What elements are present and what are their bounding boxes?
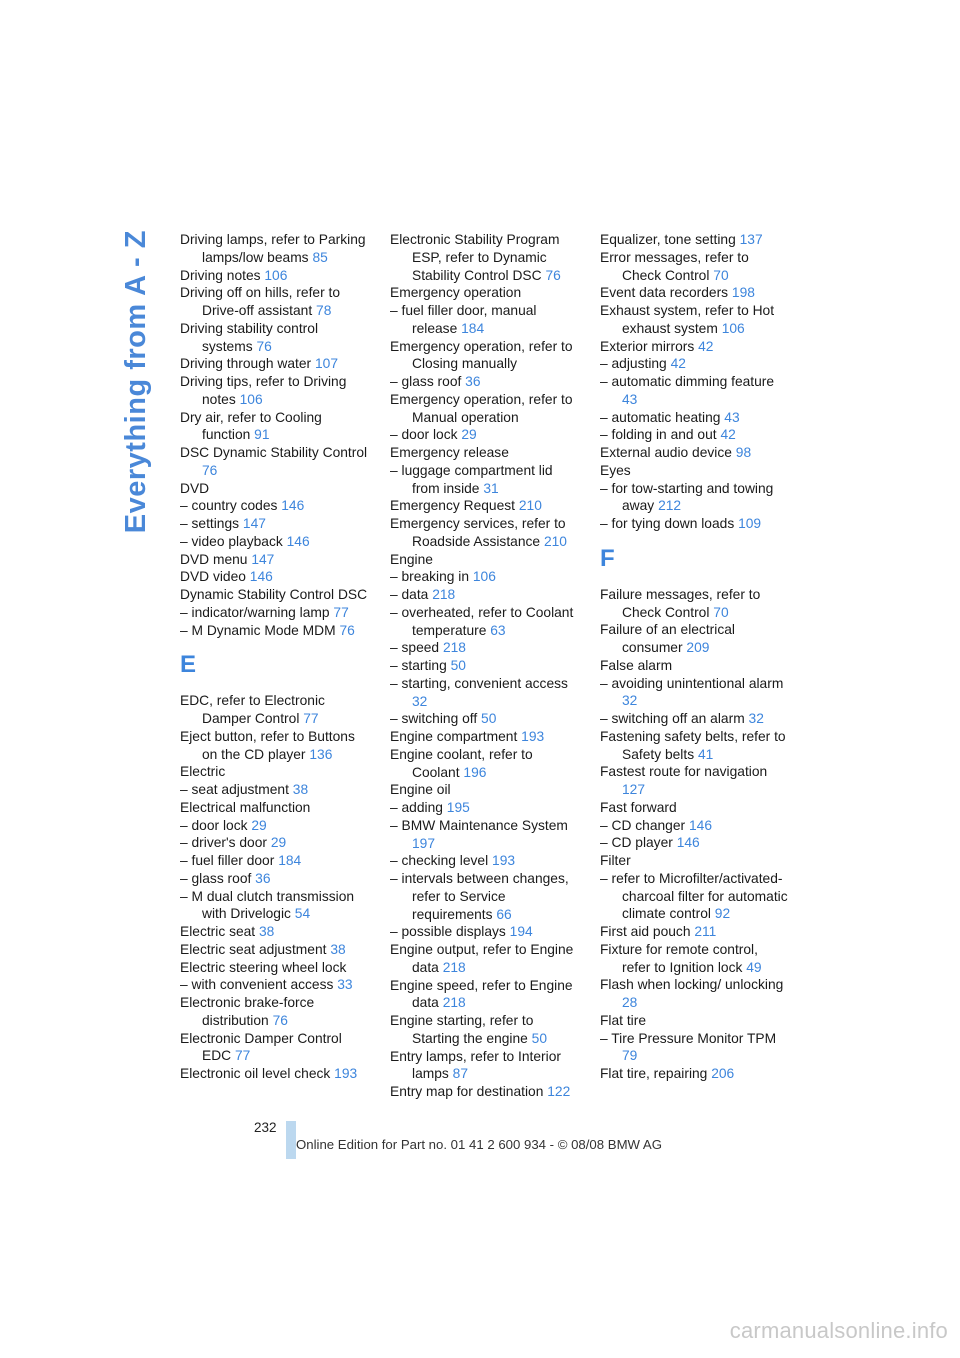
page-reference-link[interactable]: 42 — [720, 427, 736, 443]
page-reference-link[interactable]: 33 — [337, 977, 353, 993]
index-entry — [180, 604, 370, 622]
page-reference-link[interactable]: 106 — [239, 391, 263, 407]
index-entry — [600, 338, 790, 356]
index-entry — [180, 231, 370, 267]
index-entry-term: Engine compartment — [390, 729, 518, 744]
index-entry-term: – starting — [390, 658, 447, 673]
page-reference-link[interactable]: 146 — [676, 835, 700, 851]
page-reference-link[interactable]: 210 — [518, 498, 542, 514]
page-reference-link[interactable]: 76 — [202, 462, 218, 478]
index-entry — [180, 781, 370, 799]
page-reference-link[interactable]: 146 — [249, 569, 273, 585]
index-entry-term: Electric steering wheel lock — [180, 959, 347, 975]
index-entry-term: – door lock — [390, 427, 458, 443]
page-reference-link[interactable]: 147 — [251, 551, 275, 567]
page-reference-link[interactable]: 76 — [339, 622, 355, 638]
index-entry — [390, 639, 580, 657]
page-reference-link[interactable]: 122 — [547, 1084, 571, 1099]
index-entry-term: Exterior mirrors — [600, 338, 695, 354]
index-entry — [600, 852, 790, 870]
page-reference-link[interactable]: 77 — [234, 1048, 251, 1064]
index-entry-term: Fastening safety belts, refer to Safety belts — [600, 728, 786, 762]
index-entry — [390, 1083, 580, 1101]
index-entry — [180, 728, 370, 764]
page-reference-link[interactable]: 70 — [713, 604, 729, 620]
index-entry-term: – country codes — [180, 498, 278, 514]
index-entry — [390, 515, 580, 551]
index-entry — [180, 497, 370, 515]
page-reference-link[interactable]: 218 — [442, 640, 466, 656]
index-entry — [390, 284, 580, 302]
index-entry-term: – fuel filler door — [180, 853, 275, 868]
index-entry — [600, 355, 790, 373]
index-entry — [180, 586, 370, 604]
index-entry-term: Engine speed, refer to Engine data — [390, 977, 573, 1011]
index-entry — [180, 799, 370, 817]
page-reference-link[interactable]: 43 — [622, 391, 638, 407]
index-entry-term: – breaking in — [390, 569, 470, 585]
index-entry-term: Driving off on hills, refer to Drive-off assistant — [180, 285, 341, 318]
page-reference-link[interactable]: 146 — [688, 817, 713, 833]
index-entry-term: Failure messages, refer to Check Control — [600, 586, 761, 620]
index-entry — [390, 551, 580, 569]
page-reference-link[interactable]: 32 — [622, 693, 638, 709]
page-reference-link[interactable]: 76 — [545, 267, 561, 283]
index-entry — [600, 976, 790, 1012]
page-reference-link[interactable]: 146 — [286, 533, 310, 549]
index-entry-term: – adjusting — [600, 356, 667, 372]
index-entry — [180, 480, 370, 498]
index-entry-term: Engine output, refer to Engine data — [390, 942, 574, 975]
index-entry-term: – luggage compartment lid from inside — [390, 462, 553, 496]
index-entry — [600, 586, 790, 622]
index-entry — [390, 586, 580, 604]
index-entry — [390, 231, 580, 284]
index-entry — [390, 941, 580, 977]
index-entry-term: Event data recorders — [600, 285, 729, 301]
index-entry — [390, 444, 580, 462]
page-reference-link[interactable]: 38 — [259, 924, 275, 939]
page-reference-link[interactable]: 146 — [281, 498, 305, 514]
index-column-1 — [180, 231, 370, 1083]
page-reference-link[interactable]: 36 — [255, 870, 271, 886]
index-entry — [180, 923, 370, 941]
index-entry — [600, 799, 790, 817]
index-entry — [600, 409, 790, 427]
index-entry — [600, 657, 790, 675]
page-reference-link[interactable]: 91 — [254, 427, 270, 443]
index-entry — [180, 994, 370, 1030]
index-entry-term: First aid pouch — [600, 924, 691, 939]
index-entry — [390, 781, 580, 799]
index-entry-term: – CD player — [600, 835, 673, 851]
index-entry-term: Fast forward — [600, 799, 677, 815]
page-reference-link[interactable]: 38 — [292, 782, 309, 797]
index-entry — [390, 817, 580, 853]
index-entry-term: – door lock — [180, 817, 248, 833]
index-entry — [600, 480, 790, 516]
index-entry-term: – settings — [180, 516, 240, 531]
page-reference-link[interactable]: 218 — [442, 959, 466, 975]
index-entry — [600, 426, 790, 444]
index-entry-term: Eject button, refer to Buttons on the CD player — [180, 728, 355, 762]
index-entry-term: Electric seat adjustment — [180, 941, 327, 957]
index-entry-term: – fuel filler door, manual release — [390, 303, 537, 336]
index-entry — [180, 1065, 370, 1083]
index-entry — [390, 1012, 580, 1048]
index-entry-term: Electric — [180, 764, 226, 780]
index-entry-term: – data — [390, 587, 429, 602]
index-entry-term: Dry air, refer to Cooling function — [180, 409, 322, 443]
page-reference-link[interactable]: 41 — [697, 746, 714, 762]
index-entry — [600, 444, 790, 462]
index-entry — [180, 267, 370, 285]
section-side-title: Everything from A - Z — [119, 230, 152, 534]
index-entry-term: – starting, convenient access — [390, 675, 568, 691]
index-entry-term: DVD — [180, 480, 210, 496]
page-reference-link[interactable]: 184 — [461, 320, 485, 336]
index-entry-term: Engine coolant, refer to Coolant — [390, 746, 533, 780]
page-reference-link[interactable]: 63 — [490, 622, 506, 638]
index-entry — [390, 462, 580, 498]
index-entry — [600, 515, 790, 533]
page-reference-link[interactable]: 198 — [731, 285, 755, 301]
index-entry-term: Emergency Request — [390, 498, 516, 514]
index-entry-term: – switching off an alarm — [600, 711, 745, 726]
page-reference-link[interactable]: 42 — [698, 338, 714, 354]
page-reference-link[interactable]: 127 — [622, 782, 646, 797]
page-reference-link[interactable]: 32 — [412, 693, 428, 709]
page-reference-link[interactable]: 137 — [739, 232, 763, 247]
index-entry-term: Driving tips, refer to Driving notes — [180, 374, 347, 407]
index-entry — [180, 533, 370, 551]
page-reference-link[interactable]: 196 — [463, 764, 487, 780]
index-entry-term: – glass roof — [390, 374, 462, 389]
page-reference-link[interactable]: 197 — [412, 835, 436, 851]
index-entry — [180, 959, 370, 977]
index-entry-term: – folding in and out — [600, 427, 717, 443]
page-reference-link[interactable]: 50 — [450, 658, 466, 673]
page-reference-link[interactable]: 29 — [270, 835, 287, 851]
footer-edition-note: Online Edition for Part no. 01 41 2 600 934 - © 08/08 BMW AG — [296, 1137, 662, 1152]
page-reference-link[interactable]: 106 — [264, 267, 288, 283]
index-entry — [600, 249, 790, 285]
index-entry — [600, 302, 790, 338]
page-reference-link[interactable]: 76 — [272, 1012, 288, 1028]
index-entry — [600, 710, 790, 728]
index-entry — [600, 817, 790, 835]
index-entry-term: Emergency services, refer to Roadside Assistance — [390, 516, 566, 549]
index-entry-term: External audio device — [600, 445, 732, 460]
page-reference-link[interactable]: 29 — [461, 427, 477, 443]
index-entry-term: Electric seat — [180, 924, 256, 939]
page-reference-link[interactable]: 29 — [251, 817, 267, 833]
index-entry — [600, 621, 790, 657]
index-entry-term: Driving stability control systems — [180, 320, 319, 354]
page-reference-link[interactable]: 85 — [312, 249, 328, 265]
page-reference-link[interactable]: 50 — [531, 1030, 548, 1046]
page-reference-link[interactable]: 193 — [521, 729, 545, 744]
index-entry-term: Driving notes — [180, 267, 261, 283]
page-reference-link[interactable]: 218 — [442, 995, 466, 1011]
index-entry-term: Eyes — [600, 462, 631, 478]
index-entry — [390, 923, 580, 941]
index-entry — [180, 444, 370, 480]
page-reference-link[interactable]: 106 — [721, 320, 745, 336]
page-reference-link[interactable]: 106 — [472, 569, 496, 585]
index-entry — [600, 728, 790, 764]
index-entry-term: Fastest route for navigation — [600, 764, 768, 780]
index-entry-term: – avoiding unintentional alarm — [600, 675, 784, 691]
index-entry-term: Flat tire, repairing — [600, 1066, 708, 1081]
index-entry — [390, 746, 580, 782]
index-entry-term: Electronic brake-force distribution — [180, 995, 315, 1028]
index-entry-term: Engine starting, refer to Starting the engine — [390, 1013, 534, 1046]
page-reference-link[interactable]: 78 — [316, 303, 332, 318]
page-reference-link[interactable]: 136 — [309, 746, 333, 762]
page-reference-link[interactable]: 206 — [711, 1066, 735, 1081]
index-entry — [180, 888, 370, 924]
index-entry — [180, 409, 370, 445]
footer-accent-bar — [286, 1121, 296, 1159]
index-entry-term: – switching off — [390, 711, 478, 727]
index-entry-term: Error messages, refer to Check Control — [600, 249, 749, 283]
page-reference-link[interactable]: 77 — [333, 604, 349, 620]
page-reference-link[interactable]: 147 — [242, 516, 266, 531]
index-entry-term: Entry lamps, refer to Interior lamps — [390, 1048, 561, 1082]
index-entry-term: – possible displays — [390, 924, 506, 940]
page-reference-link[interactable]: 42 — [670, 356, 686, 372]
index-entry — [600, 1012, 790, 1030]
page-reference-link[interactable]: 210 — [543, 533, 567, 549]
index-entry-term: Equalizer, tone setting — [600, 232, 736, 247]
section-letter: E — [180, 651, 197, 679]
index-entry — [600, 870, 790, 923]
index-entry-term: Emergency operation, refer to Manual operation — [390, 391, 573, 425]
page-reference-link[interactable]: 50 — [481, 711, 497, 727]
index-entry-term: Dynamic Stability Control DSC — [180, 587, 368, 602]
index-entry — [600, 923, 790, 941]
index-entry-term: DVD video — [180, 569, 246, 585]
index-entry-term: – M Dynamic Mode MDM — [180, 622, 336, 638]
index-entry-term: DVD menu — [180, 551, 248, 567]
index-entry-term: – seat adjustment — [180, 782, 289, 797]
index-entry — [600, 462, 790, 480]
index-entry-term: False alarm — [600, 657, 673, 673]
index-entry-term: – video playback — [180, 533, 283, 549]
index-entry-term: – adding — [390, 800, 443, 815]
page-reference-link[interactable]: 109 — [738, 516, 762, 531]
page-reference-link[interactable]: 70 — [713, 267, 729, 283]
page-reference-link[interactable]: 31 — [483, 480, 499, 496]
page-reference-link[interactable]: 212 — [658, 498, 682, 514]
page-reference-link[interactable]: 98 — [735, 445, 752, 460]
index-entry — [180, 941, 370, 959]
index-entry — [600, 763, 790, 799]
index-entry — [390, 852, 580, 870]
index-entry-term: Electronic oil level check — [180, 1066, 331, 1081]
index-entry — [180, 763, 370, 781]
page-reference-link[interactable]: 43 — [724, 409, 740, 425]
page-reference-link[interactable]: 32 — [748, 711, 764, 726]
index-entry — [180, 320, 370, 356]
page-reference-link[interactable]: 79 — [622, 1048, 638, 1064]
index-entry-term: Engine — [390, 551, 433, 567]
index-entry — [180, 852, 370, 870]
page-reference-link[interactable]: 28 — [622, 995, 638, 1010]
index-entry — [390, 338, 580, 374]
page-reference-link[interactable]: 194 — [509, 924, 533, 940]
index-entry — [390, 710, 580, 728]
index-entry-term: Fixture for remote control, refer to Ignition lock — [600, 941, 758, 975]
page-reference-link[interactable]: 218 — [432, 587, 456, 602]
index-entry — [180, 976, 370, 994]
index-entry-term: – checking level — [390, 853, 489, 869]
index-entry — [600, 675, 790, 711]
page-reference-link[interactable]: 107 — [314, 356, 339, 372]
page-reference-link[interactable]: 92 — [714, 906, 731, 922]
page-reference-link[interactable]: 195 — [446, 800, 470, 815]
index-entry-term: Driving lamps, refer to Parking lamps/low beams — [180, 232, 366, 265]
index-entry — [600, 834, 790, 852]
index-entry — [600, 373, 790, 409]
index-entry — [600, 941, 790, 977]
index-entry — [180, 834, 370, 852]
index-entry — [180, 692, 370, 728]
index-entry-term: Flash when locking/ unlocking — [600, 977, 784, 993]
index-entry — [390, 391, 580, 427]
page-reference-link[interactable]: 211 — [694, 924, 717, 939]
index-entry — [180, 817, 370, 835]
index-entry — [390, 675, 580, 711]
page-reference-link[interactable]: 54 — [294, 906, 311, 922]
page-reference-link[interactable]: 77 — [303, 711, 319, 726]
page-reference-link[interactable]: 209 — [686, 640, 710, 655]
index-entry — [600, 1030, 790, 1066]
index-column-3 — [600, 231, 790, 1083]
index-entry — [180, 551, 370, 569]
index-entry-term: Exhaust system, refer to Hot exhaust system — [600, 303, 775, 336]
index-entry — [390, 302, 580, 338]
index-entry — [390, 870, 580, 923]
index-entry — [390, 604, 580, 640]
page-reference-link[interactable]: 193 — [334, 1066, 358, 1081]
index-entry — [180, 355, 370, 373]
index-entry-term: Failure of an electrical consumer — [600, 622, 735, 655]
page-reference-link[interactable]: 87 — [452, 1066, 469, 1082]
index-entry-term: – intervals between changes, refer to Service requirements — [390, 871, 569, 922]
index-entry-term: – glass roof — [180, 870, 252, 886]
index-entry-term: – refer to Microfilter/activated-charcoal filter for automatic climate control — [600, 870, 788, 922]
index-entry-term: Emergency operation — [390, 285, 522, 301]
index-entry-term: – for tying down loads — [600, 516, 735, 531]
index-entry — [600, 231, 790, 249]
page-reference-link[interactable]: 49 — [746, 959, 762, 975]
index-entry-term: Flat tire — [600, 1012, 646, 1028]
index-entry-term: – overheated, refer to Coolant temperature — [390, 604, 574, 638]
index-entry — [600, 1065, 790, 1083]
index-entry — [390, 728, 580, 746]
page-reference-link[interactable]: 66 — [496, 906, 512, 922]
index-entry-term: – automatic heating — [600, 409, 721, 425]
index-entry — [180, 284, 370, 320]
index-entry-term: – with convenient access — [180, 977, 334, 993]
page-reference-link[interactable]: 193 — [492, 853, 516, 869]
page-reference-link[interactable]: 38 — [330, 941, 346, 957]
index-entry — [180, 515, 370, 533]
index-entry — [390, 373, 580, 391]
index-entry-term: – indicator/warning lamp — [180, 604, 330, 620]
index-entry-term: – BMW Maintenance System — [390, 817, 568, 833]
page-reference-link[interactable]: 36 — [465, 374, 481, 389]
index-entry-term: – M dual clutch transmission with Drivelogic — [180, 888, 355, 922]
index-entry-term: – Tire Pressure Monitor TPM — [600, 1030, 777, 1046]
index-entry-term: Filter — [600, 853, 631, 868]
index-entry — [390, 657, 580, 675]
page-reference-link[interactable]: 76 — [256, 338, 272, 354]
index-entry-term: EDC, refer to Electronic Damper Control — [180, 693, 325, 726]
index-entry-term: Emergency release — [390, 445, 509, 460]
index-entry-term: – speed — [390, 640, 440, 656]
index-entry-term: DSC Dynamic Stability Control — [180, 445, 368, 460]
index-entry-term: Electronic Stability Program ESP, refer to Dynamic Stability Control DSC — [390, 232, 560, 283]
index-entry — [180, 1030, 370, 1066]
index-entry — [390, 497, 580, 515]
index-entry-term: – CD changer — [600, 817, 686, 833]
index-entry — [390, 1048, 580, 1084]
index-entry-term: Engine oil — [390, 782, 451, 798]
index-entry-term: Driving through water — [180, 356, 312, 372]
index-entry — [180, 870, 370, 888]
index-entry-term: Electrical malfunction — [180, 799, 311, 815]
index-entry-term: – automatic dimming feature — [600, 374, 775, 389]
index-entry — [180, 622, 370, 640]
index-entry-term: Electronic Damper Control EDC — [180, 1030, 342, 1064]
index-entry-term: Entry map for destination — [390, 1084, 544, 1099]
page-number: 232 — [254, 1120, 277, 1135]
index-entry — [390, 977, 580, 1013]
index-entry — [180, 568, 370, 586]
index-entry-term: – driver's door — [180, 835, 267, 851]
watermark: carmanualsonline.info — [729, 1318, 948, 1343]
index-entry-term: – for tow-starting and towing away — [600, 480, 774, 514]
index-entry — [180, 373, 370, 409]
index-entry — [390, 426, 580, 444]
index-column-2 — [390, 231, 580, 1101]
page-reference-link[interactable]: 184 — [278, 853, 302, 868]
index-entry-term: Emergency operation, refer to Closing manually — [390, 338, 573, 372]
section-letter: F — [600, 544, 615, 572]
index-entry — [390, 568, 580, 586]
index-entry — [390, 799, 580, 817]
index-entry — [600, 284, 790, 302]
